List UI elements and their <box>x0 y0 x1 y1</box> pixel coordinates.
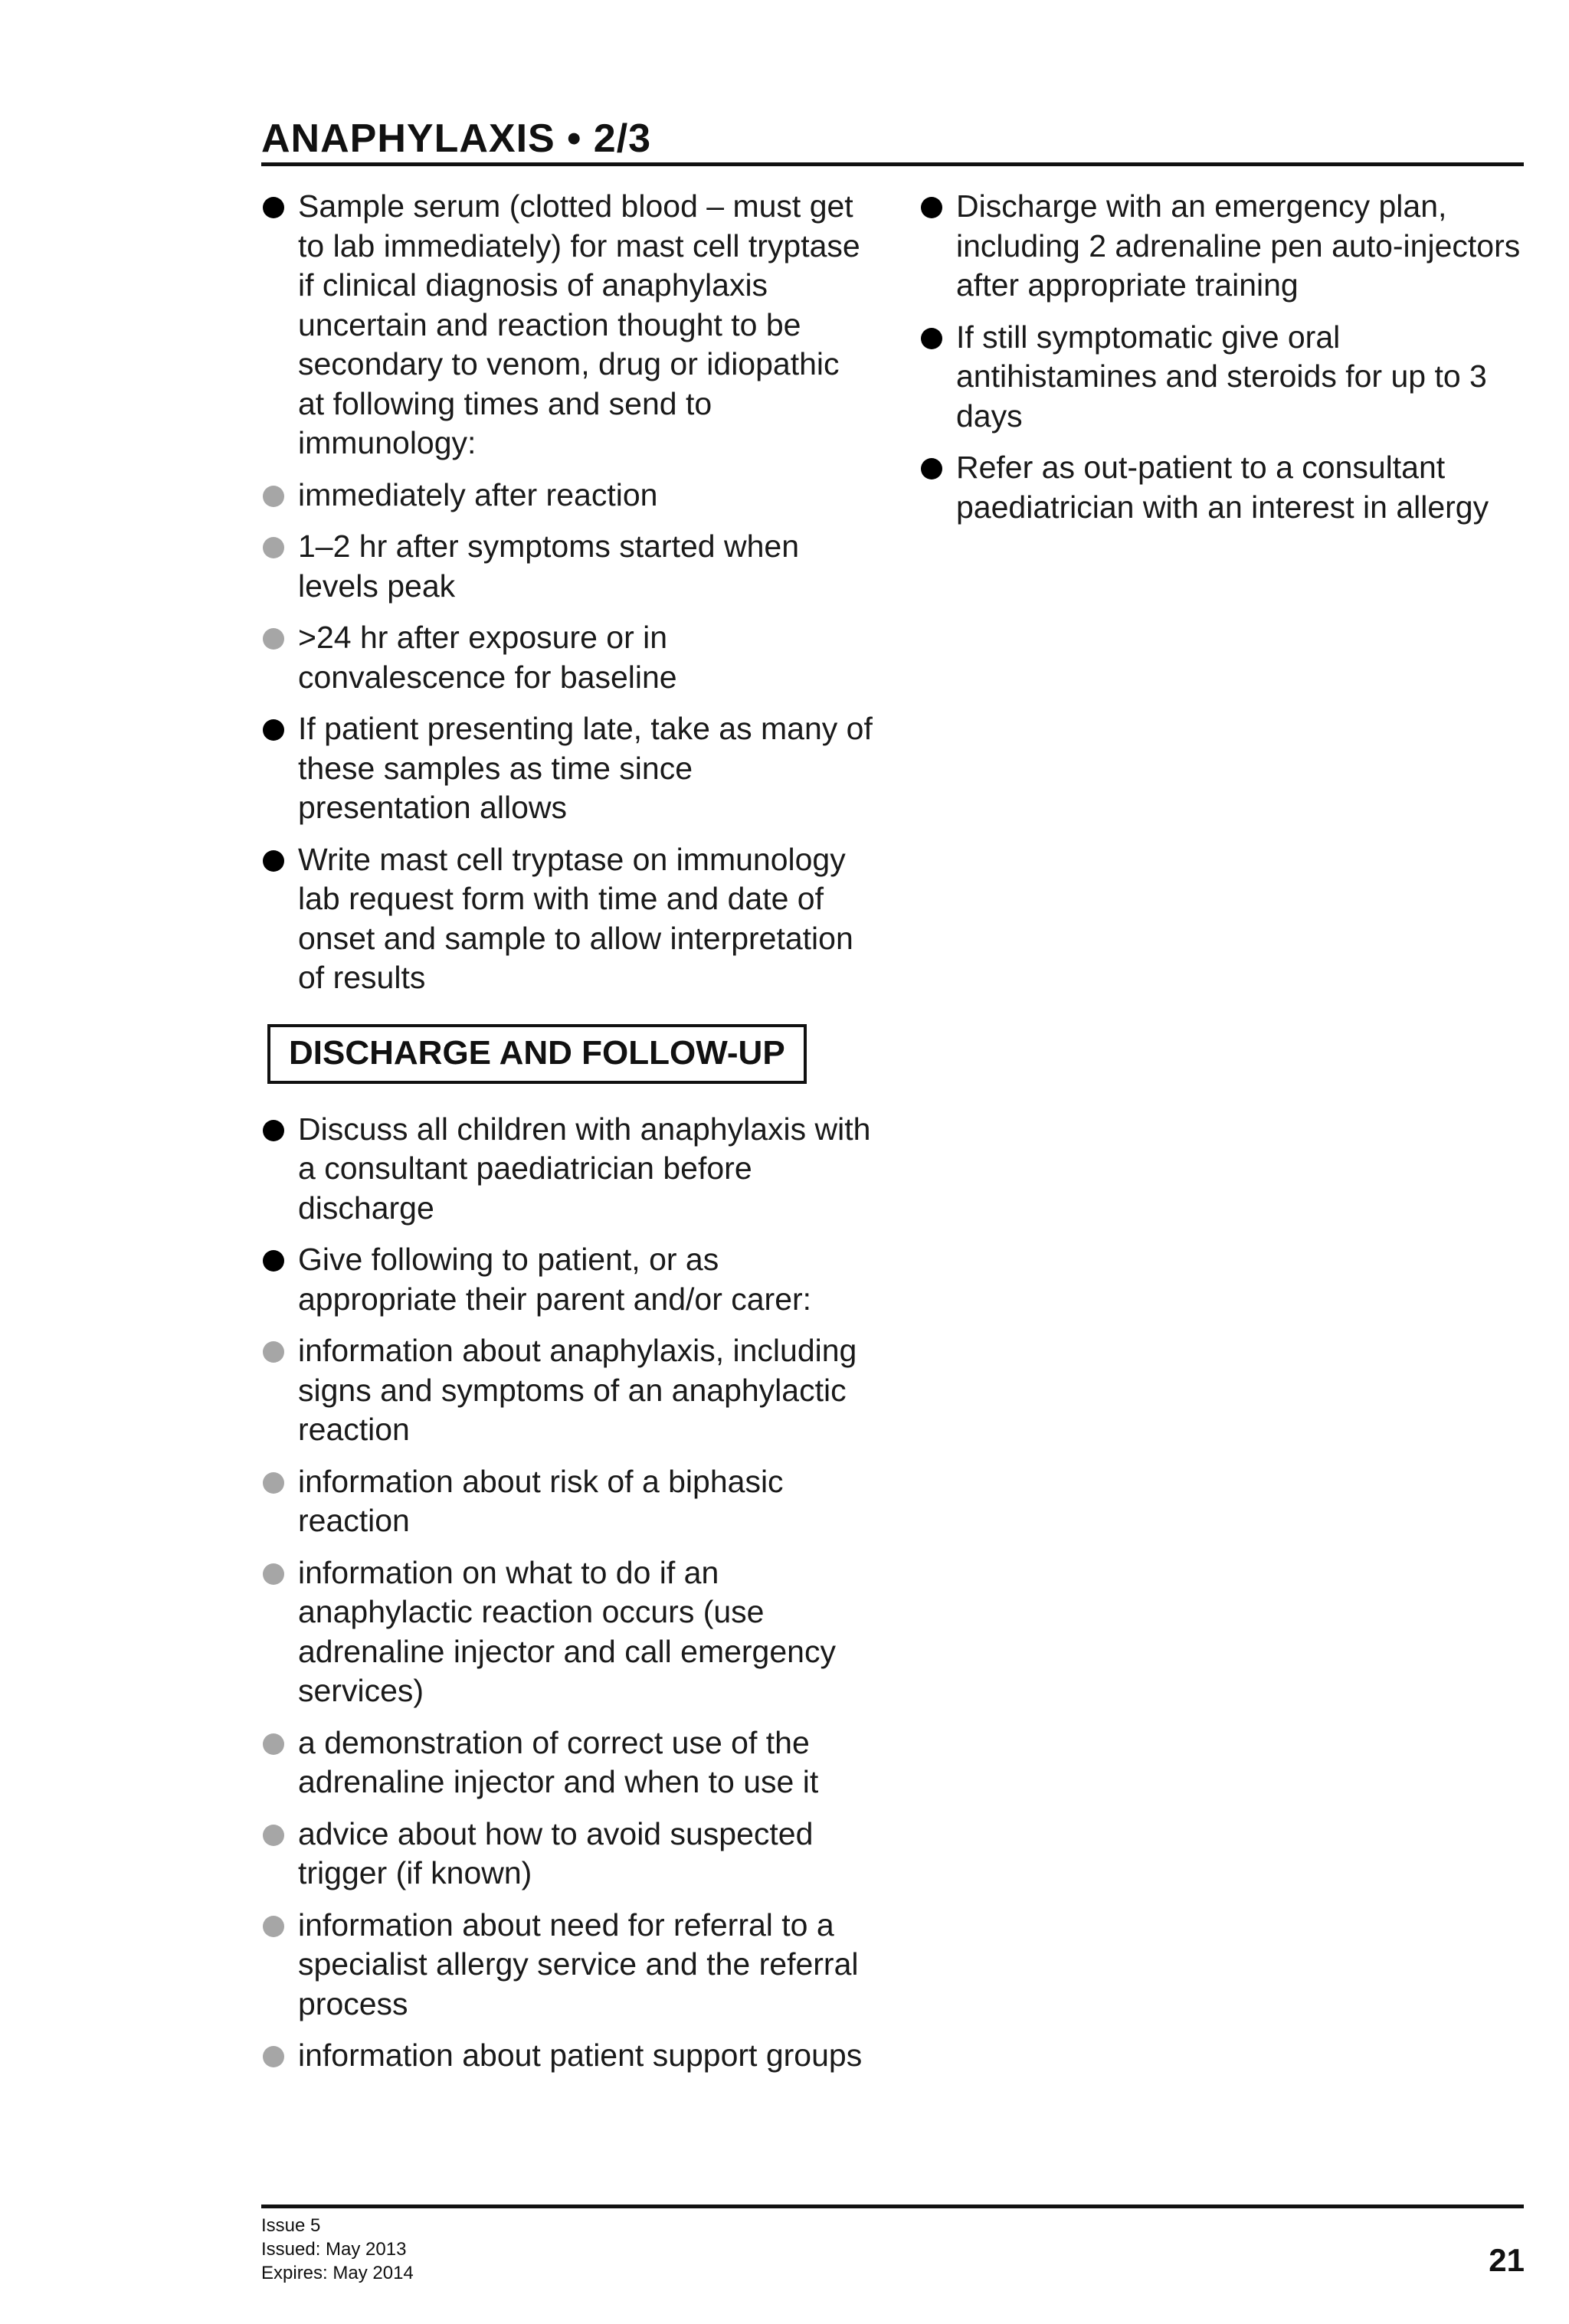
list-item <box>261 187 874 463</box>
issued-date: Issued: May 2013 <box>261 2239 407 2260</box>
list-item <box>261 1462 874 1541</box>
list-item-text: Sample serum (clotted blood – must get to lab immediately) for mast cell tryptase if clinical diagnosis of anaphylaxis uncertain and reaction thought to be secondary to venom, drug or idiopathic at following times and send to immunology: <box>298 188 860 460</box>
black-bullet-icon <box>263 719 284 741</box>
sample-instructions-list <box>261 187 874 998</box>
list-item <box>261 840 874 998</box>
black-bullet-icon <box>921 328 942 349</box>
list-item <box>919 318 1525 437</box>
header-divider <box>261 162 1524 166</box>
black-bullet-icon <box>263 850 284 872</box>
grey-bullet-icon <box>263 1472 284 1494</box>
list-item-text: information about patient support groups <box>298 2038 863 2073</box>
page-title: ANAPHYLAXIS • 2/3 <box>261 116 652 161</box>
page-number: 21 <box>1489 2242 1525 2278</box>
list-item <box>261 1240 874 1319</box>
black-bullet-icon <box>263 197 284 218</box>
black-bullet-icon <box>921 458 942 480</box>
list-item-text: immediately after reaction <box>298 476 658 512</box>
issue-number: Issue 5 <box>261 2215 321 2236</box>
grey-bullet-icon <box>263 537 284 558</box>
list-item <box>261 618 874 697</box>
section-heading-discharge: DISCHARGE AND FOLLOW-UP <box>267 1024 807 1084</box>
list-item <box>261 1906 874 2024</box>
page-header <box>261 115 1524 162</box>
discharge-instructions-list <box>261 1110 874 2076</box>
right-column <box>919 187 1525 539</box>
list-item <box>919 187 1525 306</box>
list-item <box>261 1815 874 1894</box>
left-column <box>261 187 874 2088</box>
list-item <box>261 476 874 516</box>
list-item <box>261 1723 874 1802</box>
list-item-text: Refer as out-patient to a consultant paediatrician with an interest in allergy <box>956 450 1489 525</box>
list-item-text: Write mast cell tryptase on immunology lab request form with time and date of onset and sample to allow interpretation of results <box>298 841 853 995</box>
list-item-text: a demonstration of correct use of the adrenaline injector and when to use it <box>298 1724 819 1799</box>
grey-bullet-icon <box>263 1825 284 1846</box>
grey-bullet-icon <box>263 1341 284 1363</box>
discharge-plan-list <box>919 187 1525 527</box>
list-item-text: Give following to patient, or as appropriate their parent and/or carer: <box>298 1242 812 1317</box>
grey-bullet-icon <box>263 2046 284 2067</box>
list-item-text: If patient presenting late, take as many of these samples as time since presentation allows <box>298 711 873 825</box>
footer-meta <box>261 2214 414 2285</box>
list-item <box>261 709 874 828</box>
grey-bullet-icon <box>263 628 284 650</box>
list-item-text: information about risk of a biphasic reaction <box>298 1463 784 1538</box>
list-item <box>919 448 1525 527</box>
list-item-text: advice about how to avoid suspected trigger (if known) <box>298 1815 814 1890</box>
list-item <box>261 1110 874 1229</box>
list-item-text: information about anaphylaxis, including signs and symptoms of an anaphylactic reaction <box>298 1333 857 1447</box>
list-item-text: information about need for referral to a specialist allergy service and the referral process <box>298 1907 859 2021</box>
list-item <box>261 527 874 606</box>
list-item <box>261 1331 874 1450</box>
black-bullet-icon <box>921 197 942 218</box>
list-item-text: 1–2 hr after symptoms started when levels peak <box>298 529 800 604</box>
grey-bullet-icon <box>263 1563 284 1585</box>
list-item <box>261 2036 874 2076</box>
list-item-text: >24 hr after exposure or in convalescence for baseline <box>298 620 677 695</box>
expiry-date: Expires: May 2014 <box>261 2263 414 2283</box>
black-bullet-icon <box>263 1250 284 1272</box>
grey-bullet-icon <box>263 1733 284 1755</box>
list-item-text: Discharge with an emergency plan, including 2 adrenaline pen auto-injectors after appropriate training <box>956 188 1521 303</box>
grey-bullet-icon <box>263 1916 284 1937</box>
list-item-text: If still symptomatic give oral antihistamines and steroids for up to 3 days <box>956 319 1487 434</box>
list-item-text: information on what to do if an anaphylactic reaction occurs (use adrenaline injector and call emergency services) <box>298 1554 836 1708</box>
list-item <box>261 1553 874 1711</box>
footer-divider <box>261 2205 1524 2208</box>
list-item-text: Discuss all children with anaphylaxis with a consultant paediatrician before discharge <box>298 1111 871 1226</box>
grey-bullet-icon <box>263 486 284 507</box>
black-bullet-icon <box>263 1120 284 1141</box>
